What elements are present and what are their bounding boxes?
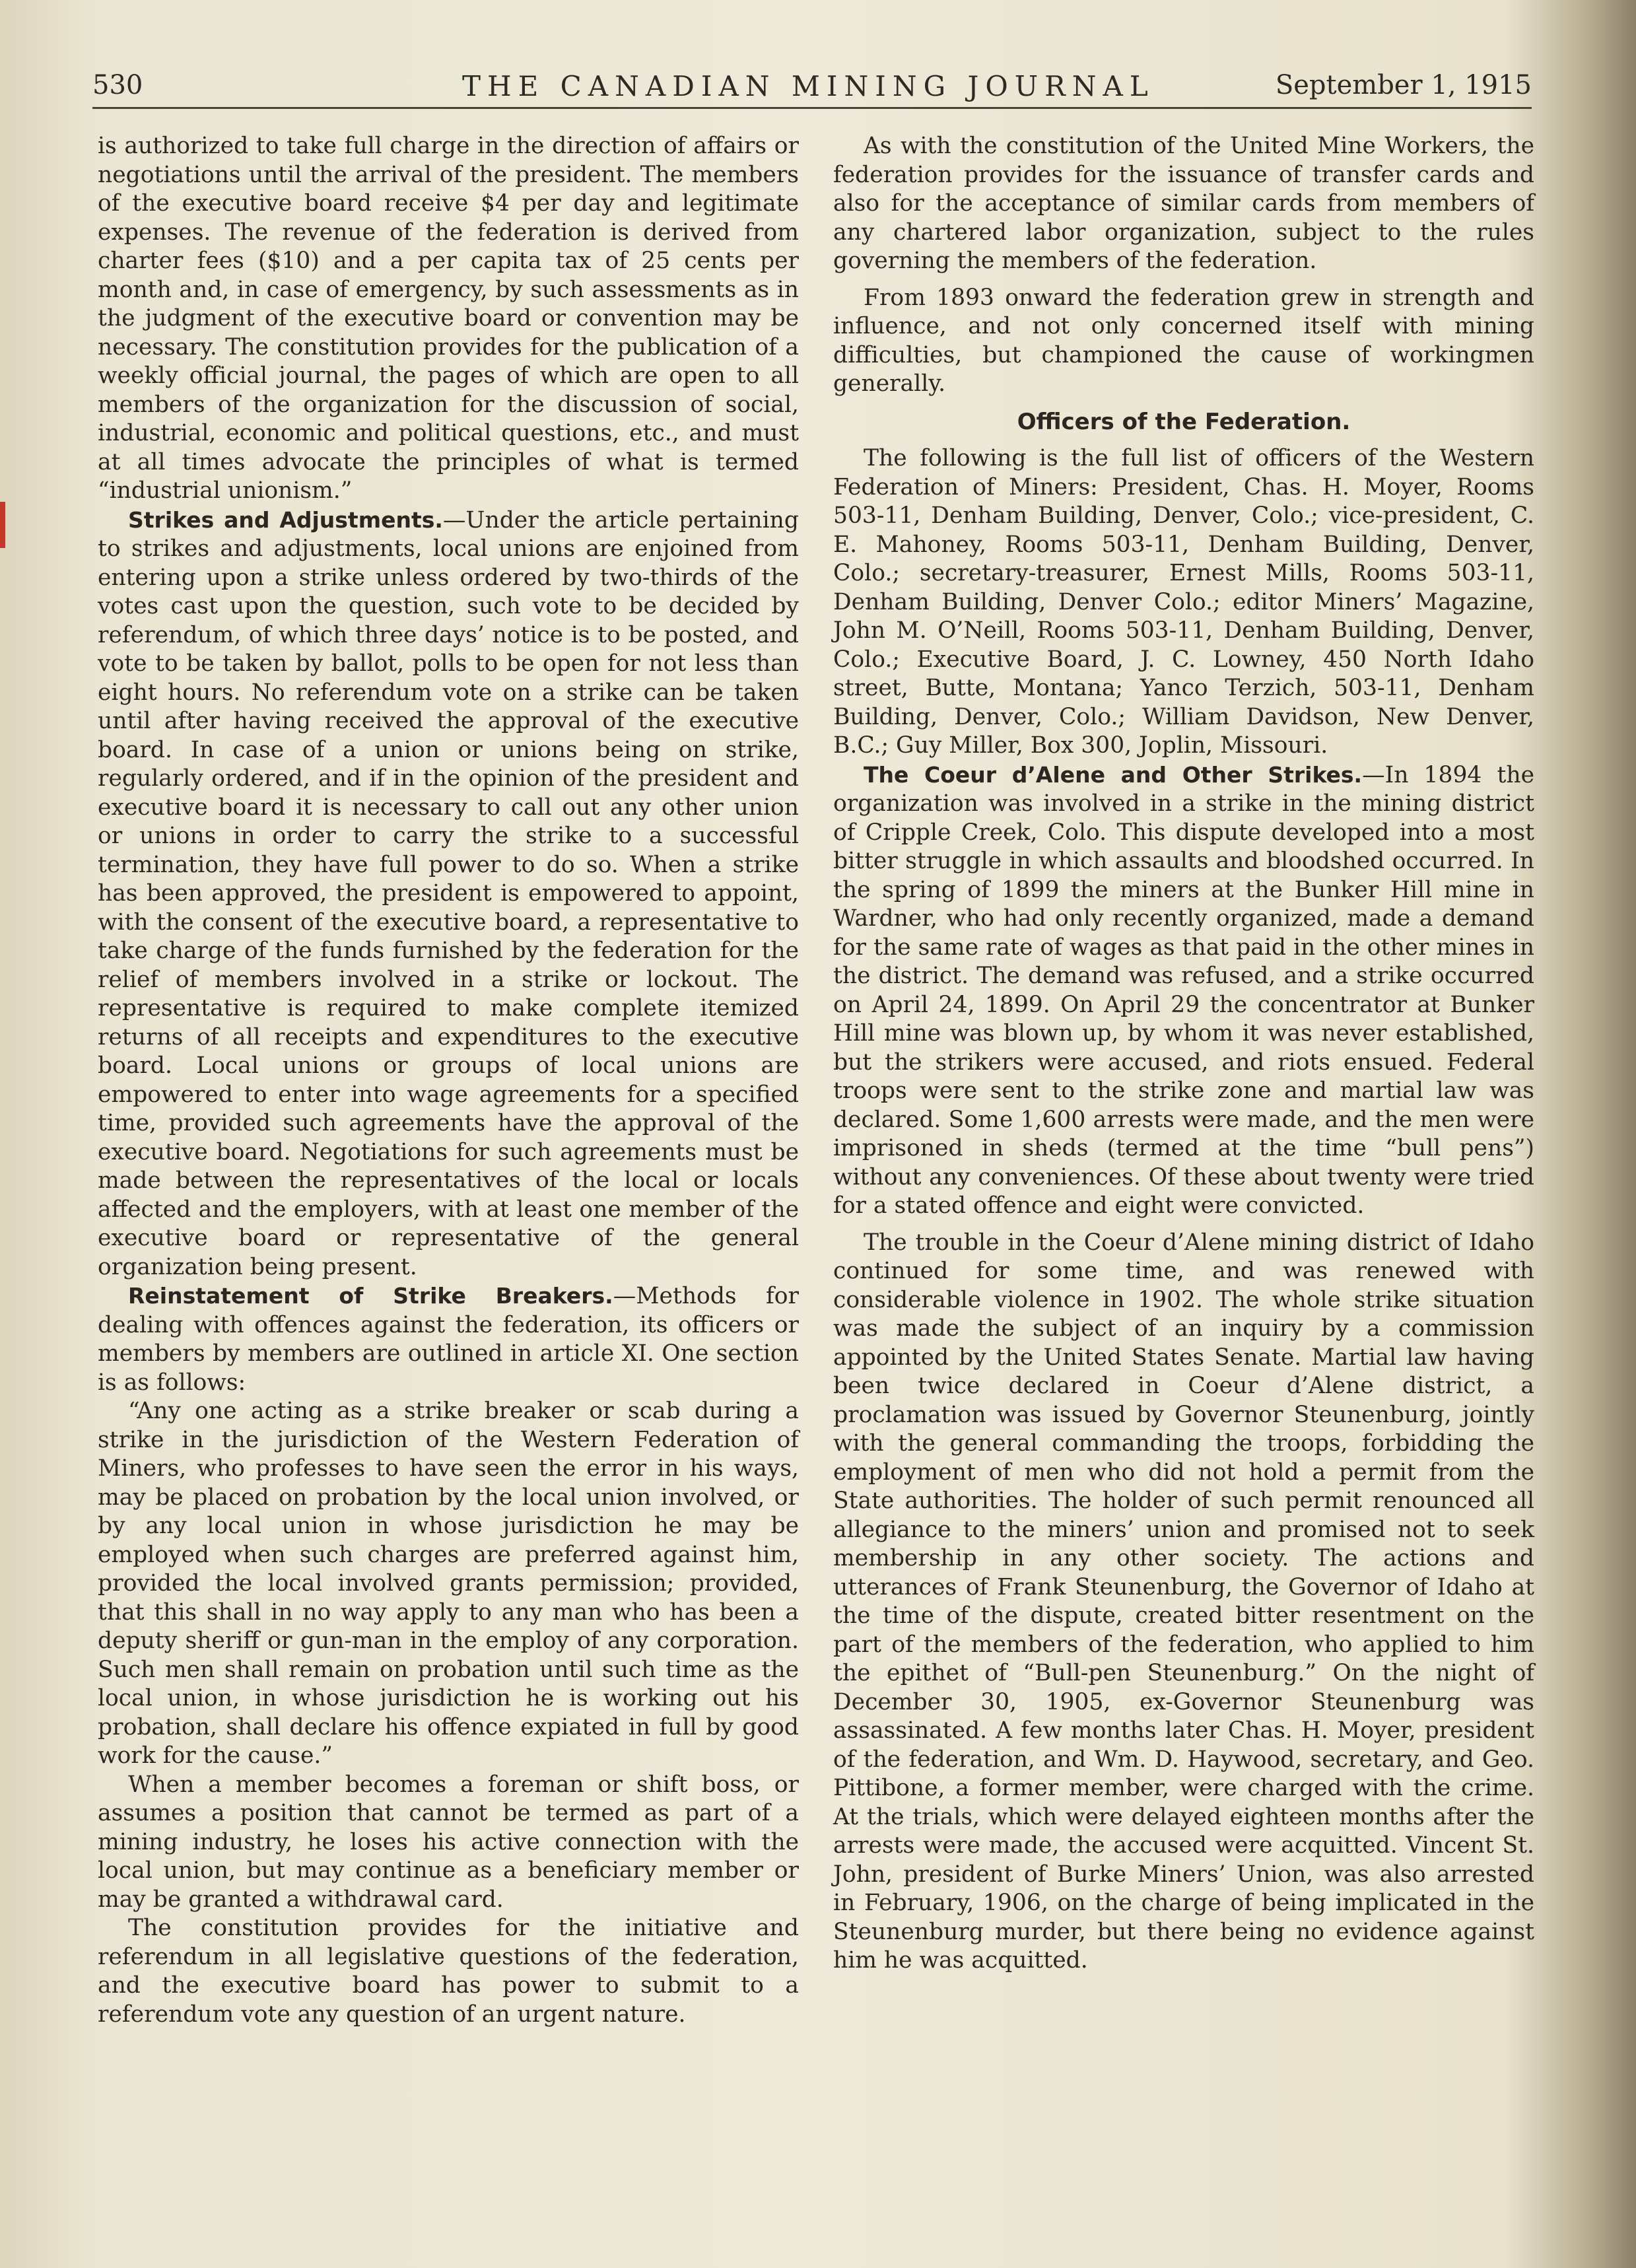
paragraph-coeur-dalene [833, 761, 1534, 1221]
heading-coeur-dalene: The Coeur d’Alene and Other Strikes. [864, 761, 1363, 788]
page-number: 530 [92, 70, 143, 100]
heading-reinstatement: Reinstatement of Strike Breakers. [128, 1283, 613, 1309]
heading-strikes-adjustments: Strikes and Adjustments. [128, 506, 443, 533]
paragraph-reinstatement [98, 1282, 799, 1397]
paragraph-trouble: The trouble in the Coeur d’Alene mining district of Idaho continued for some time, and was renewed with considerable violence in 1902. The whole strike situation was made the subject of an inquiry by a commission appointed by the United States Senate. Martial law having been twice declared in Coeur d’Alene district, a proclamation was issued by Governor Steunenburg, jointly with the general commanding the troops, forbidding the employment of men who did not hold a permit from the State authorities. The holder of such permit renounced all allegiance to the miners’ union and promised not to seek membership in any other society. The actions and utterances of Frank Steunenburg, the Governor of Idaho at the time of the dispute, created bitter resentment on the part of the members of the federation, who applied to him the epithet of “Bull-pen Steunenburg.” On the night of December 30, 1905, ex-Governor Steunenburg was assassinated. A few months later Chas. H. Moyer, president of the federation, and Wm. D. Haywood, secretary, and Geo. Pittibone, a former member, were charged with the crime. At the trials, which were delayed eighteen months after the arrests were made, the accused were acquitted. Vincent St. John, president of Burke Miners’ Union, was also arrested in February, 1906, on the charge of being implicated in the Steunenburg murder, but there being no evidence against him he was acquitted. [833, 1229, 1534, 1974]
left-column [98, 132, 799, 2029]
paragraph-strikes [98, 506, 799, 1282]
right-column [833, 132, 1534, 1976]
text-reinstatement: —Methods for dealing with offences against the federation, its officers or members by members are outlined in article XI. One section is as follows: [98, 1283, 800, 1396]
journal-title: THE CANADIAN MINING JOURNAL [462, 70, 1155, 102]
header-rule [92, 107, 1532, 109]
paragraph-officers: The following is the full list of officers of the Western Federation of Miners: President, Chas. H. Moyer, Rooms 503-11, Denham Building, Denver, Colo.; vice-president, C. E. Mahoney, Rooms 503-11, Denham Building, Denver, Colo.; secretary-treasurer, Ernest Mills, Rooms 503-11, Denham Building, Denver Colo.; editor Miners’ Magazine, John M. O’Neill, Rooms 503-11, Denham Building, Denver, Colo.; Executive Board, J. C. Lowney, 450 North Idaho street, Butte, Montana; Yanco Terzich, 503-11, Denham Building, Denver, Colo.; William Davidson, New Denver, B.C.; Guy Miller, Box 300, Joplin, Missouri. [833, 445, 1534, 759]
running-header [92, 63, 1532, 110]
paragraph-executive-board: is authorized to take full charge in the direction of affairs or negotiations until the arrival of the president. The members of the executive board receive $4 per day and legitimate expenses. The revenue of the federation is derived from charter fees ($10) and a per capita tax of 25 cents per month and, in case of emergency, by such assessments as in the judgment of the executive board or convention may be necessary. The constitution provides for the publication of a weekly official journal, the pages of which are open to all members of the organization for the discussion of social, industrial, economic and political questions, etc., and must at all times advocate the principles of what is termed “industrial unionism.” [98, 133, 799, 504]
issue-date: September 1, 1915 [1275, 70, 1532, 100]
paragraph-1893: From 1893 onward the federation grew in strength and influence, and not only concerned itself with mining difficulties, but championed the cause of workingmen generally. [833, 284, 1534, 397]
paragraph-foreman: When a member becomes a foreman or shift boss, or assumes a position that cannot be termed as part of a mining industry, he loses his active connection with the local union, but may continue as a beneficiary member or may be granted a withdrawal card. [98, 1771, 799, 1913]
heading-officers: Officers of the Federation. [1017, 408, 1351, 435]
text-coeur-dalene: —In 1894 the organization was involved in a strike in the mining district of Cripple Creek, Colo. This dispute developed into a most bitter struggle in which assaults and bloodshed occurred. In the spring of 1899 the miners at the Bunker Hill mine in Wardner, who had only recently organized, made a demand for the same rate of wages as that paid in the other mines in the district. The demand was refused, and a strike occurred on April 24, 1899. On April 29 the concentrator at Bunker Hill mine was blown up, by whom it was never established, but the strikers were accused, and riots ensued. Federal troops were sent to the strike zone and martial law was declared. Some 1,600 arrests were made, and the men were imprisoned in sheds (termed at the time “bull pens”) without any conveniences. Of these about twenty were tried for a stated offence and eight were convicted. [833, 761, 1534, 1219]
text-strikes-adjustments: —Under the article pertaining to strikes and adjustments, local unions are enjoined from entering upon a strike unless ordered by two-thirds of the votes cast upon the question, such vote to be decided by referendum, of which three days’ notice is to be posted, and vote to be taken by ballot, polls to be open for not less than eight hours. No referendum vote on a strike can be taken until after having received the approval of the executive board. In case of a union or unions being on strike, regularly ordered, and if in the opinion of the president and executive board it is necessary to call out any other union or unions in order to carry the strike to a successful termination, they have full power to do so. When a strike has been approved, the president is empowered to appoint, with the consent of the executive board, a representative to take charge of the funds furnished by the federation for the relief of members involved in a strike or lockout. The representative is required to make complete itemized returns of all receipts and expenditures to the executive board. Local unions or groups of local unions are empowered to enter into wage agreements for a specified time, provided such agreements have the approval of the executive board. Negotiations for such agreements must be made between the representatives of the local or locals affected and the employers, with at least one member of the executive board or representative of the general organization being present. [98, 506, 799, 1280]
paragraph-transfer-cards: As with the constitution of the United Mine Workers, the federation provides for the issuance of transfer cards and also for the acceptance of similar cards from members of any chartered labor organization, subject to the rules governing the members of the federation. [833, 133, 1534, 274]
page-edge-mark [0, 502, 5, 548]
paragraph-constitution: The constitution provides for the initiative and referendum in all legislative questions of the federation, and the executive board has power to submit to a referendum vote any question of an urgent nature. [98, 1915, 799, 2028]
paragraph-quote: “Any one acting as a strike breaker or scab during a strike in the jurisdiction of the Western Federation of Miners, who professes to have seen the error in his ways, may be placed on probation by the local union involved, or by any local union in whose jurisdiction he may be employed when such charges are preferred against him, provided the local involved grants permission; provided, that this shall in no way apply to any man who has been a deputy sheriff or gun-man in the employ of any corporation. Such men shall remain on probation until such time as the local union, in whose jurisdiction he is working out his probation, shall declare his offence expiated in full by good work for the cause.” [98, 1398, 799, 1769]
